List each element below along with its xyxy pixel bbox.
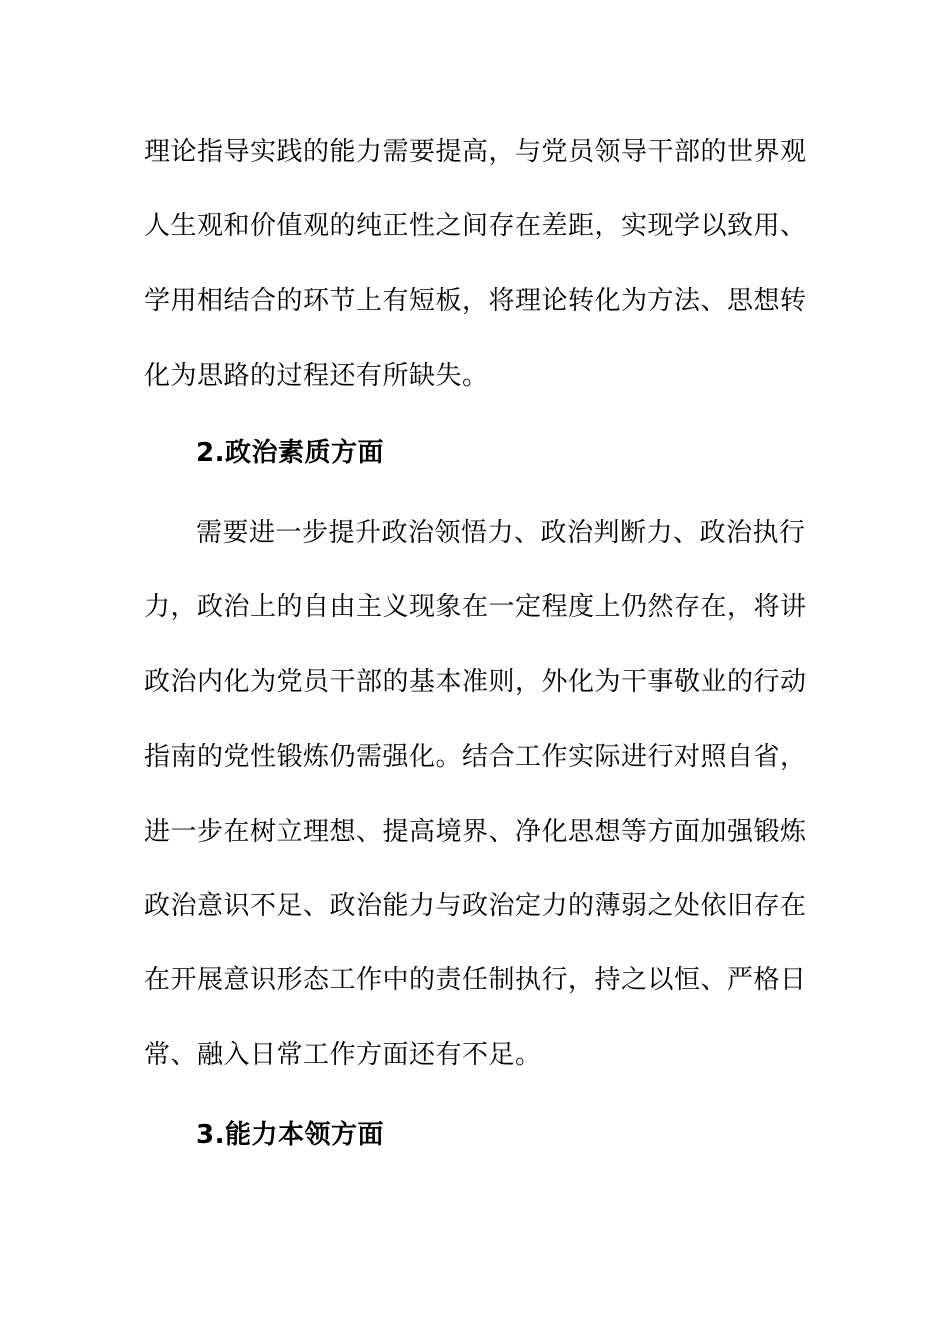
paragraph-line: 需要进一步提升政治领悟力、政治判断力、政治执行 xyxy=(196,518,806,548)
paragraph-line: 人生观和价值观的纯正性之间存在差距，实现学以致用、 xyxy=(144,211,807,241)
paragraph-line: 学用相结合的环节上有短板，将理论转化为方法、思想转 xyxy=(144,286,807,316)
section-heading-ability: 3.能力本领方面 xyxy=(196,1120,384,1150)
paragraph-line: 常、融入日常工作方面还有不足。 xyxy=(144,1040,542,1070)
paragraph-line: 进一步在树立理想、提高境界、净化思想等方面加强锻炼 xyxy=(144,817,807,847)
paragraph-line: 政治意识不足、政治能力与政治定力的薄弱之处依旧存在 xyxy=(144,891,807,921)
paragraph-line: 指南的党性锻炼仍需强化。结合工作实际进行对照自省， xyxy=(144,742,807,772)
section-heading-political-quality: 2.政治素质方面 xyxy=(196,438,384,468)
paragraph-line: 理论指导实践的能力需要提高，与党员领导干部的世界观 xyxy=(144,137,807,167)
paragraph-line: 力，政治上的自由主义现象在一定程度上仍然存在，将讲 xyxy=(144,592,807,622)
paragraph-line: 在开展意识形态工作中的责任制执行，持之以恒、严格日 xyxy=(144,965,807,995)
paragraph-line: 化为思路的过程还有所缺失。 xyxy=(144,361,489,391)
paragraph-line: 政治内化为党员干部的基本准则，外化为干事敬业的行动 xyxy=(144,667,807,697)
